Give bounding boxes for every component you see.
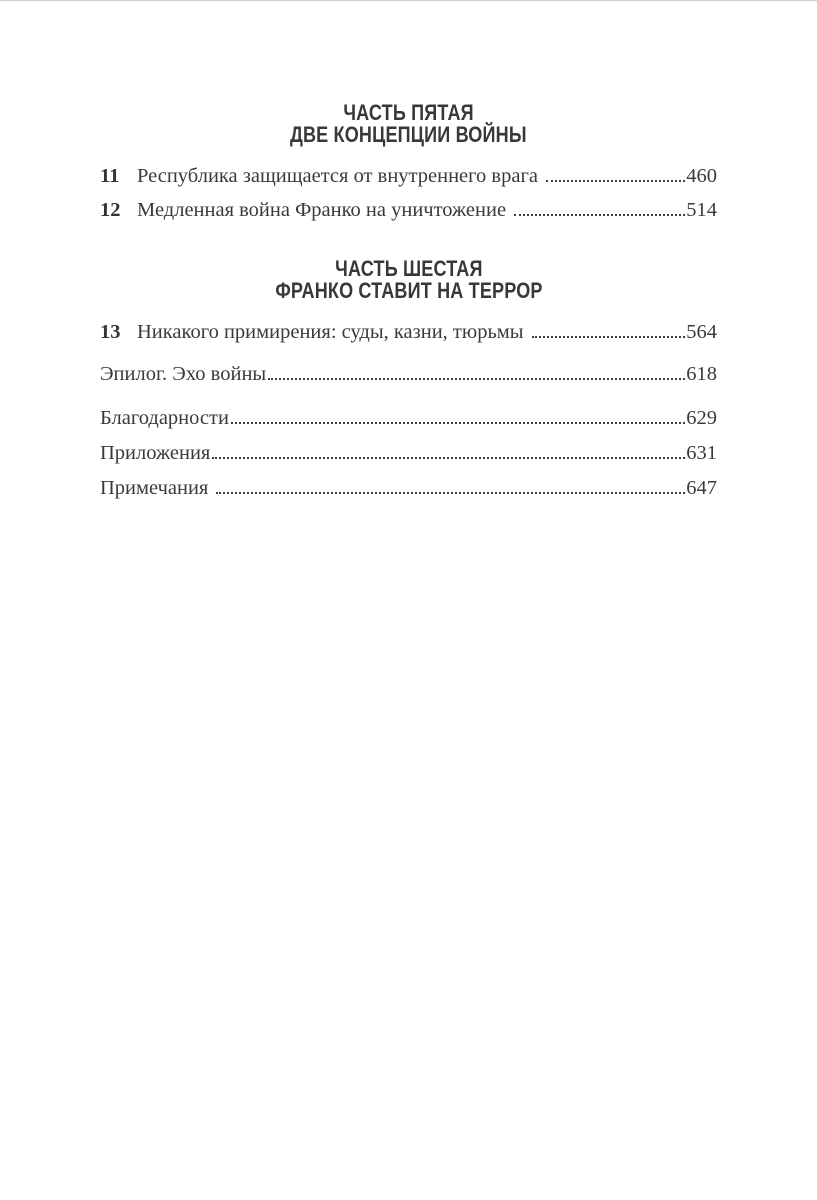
toc-entry-acknowledgements (100, 406, 717, 430)
chapter-title: Республика защищается от внутреннего врага (137, 165, 538, 187)
toc-entry-chapter-13 (100, 320, 717, 344)
page-number: 460 (686, 165, 717, 187)
section-title: Благодарности (100, 407, 229, 429)
chapter-number: 13 (100, 321, 121, 343)
dot-leader (532, 336, 686, 338)
chapter-number: 11 (100, 165, 120, 187)
dot-leader (231, 422, 685, 424)
dot-leader (546, 180, 685, 182)
toc-entry-chapter-11 (100, 164, 717, 188)
section-title: Примечания (100, 477, 209, 499)
part-six-subtitle: ФРАНКО СТАВИТ НА ТЕРРОР (274, 278, 543, 303)
section-title: Эпилог. Эхо войны (100, 363, 267, 385)
toc-entry-appendices (100, 441, 717, 465)
dot-leader (514, 214, 685, 216)
part-five-heading (100, 102, 717, 146)
toc-entry-epilogue (100, 362, 717, 386)
chapter-title: Медленная война Франко на уничтожение (137, 199, 507, 221)
dot-leader (268, 378, 685, 380)
chapter-title: Никакого примирения: суды, казни, тюрьмы (137, 321, 524, 343)
part-six-title: ЧАСТЬ ШЕСТАЯ (334, 256, 483, 281)
page-number: 514 (686, 199, 717, 221)
table-of-contents (100, 0, 717, 500)
part-five-heading-line2 (100, 124, 717, 146)
part-six-heading-line1 (100, 258, 717, 280)
part-five-heading-line1 (100, 102, 717, 124)
page-number: 631 (686, 442, 717, 464)
section-title: Приложения (100, 442, 211, 464)
toc-entry-chapter-12 (100, 198, 717, 222)
page-number: 647 (686, 477, 717, 499)
page-number: 629 (686, 407, 717, 429)
part-five-subtitle: ДВЕ КОНЦЕПЦИИ ВОЙНЫ (290, 122, 527, 147)
part-five-title: ЧАСТЬ ПЯТАЯ (343, 100, 474, 125)
chapter-number: 12 (100, 199, 121, 221)
dot-leader (212, 457, 685, 459)
page-number: 564 (686, 321, 717, 343)
part-six-heading-line2 (100, 280, 717, 302)
page-number: 618 (686, 363, 717, 385)
dot-leader (216, 492, 685, 494)
toc-entry-notes (100, 476, 717, 500)
part-six-heading (100, 258, 717, 302)
